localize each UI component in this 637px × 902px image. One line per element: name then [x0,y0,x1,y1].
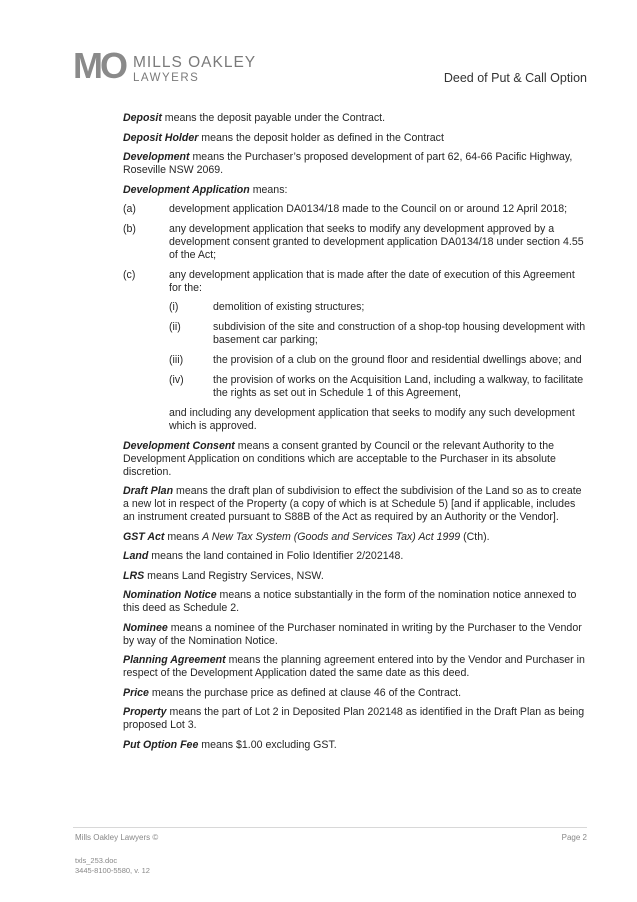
definition-development-application [123,184,588,197]
list-item [123,223,588,262]
term: Price [123,686,149,699]
definition-text: means the draft plan of subdivision to effect the subdivision of the Land so as to create a new lot in respect of the Property (a copy of which is at Schedule 5) [and if applicable, includes an instrument created pursuant to S88B of the Act as required by an Authority or the Vendor]. [123,485,582,523]
definition-text: means [164,530,203,543]
term: Nomination Notice [123,589,217,601]
footer-document-reference [75,856,150,875]
footer-ref-line-2: 3445-8100-5580, v. 12 [75,865,150,875]
list-item [123,269,588,400]
term: Deposit Holder [123,131,199,144]
definitions-body [123,112,588,758]
sub-list-item [169,354,588,367]
term: Development Application [123,183,250,196]
term: Deposit [123,112,162,124]
term: LRS [123,569,145,582]
term: Development Consent [123,439,235,452]
term: Put Option Fee [123,738,199,751]
definition-development-consent [123,440,588,479]
definition-text: means the planning agreement entered into by the Vendor and Purchaser in respect of the Development Application dated the same date as this deed. [123,654,585,679]
definition-text: means the land contained in Folio Identifier 2/202148. [148,550,404,562]
item-label: (a) [123,203,136,215]
logo-mark: MO [73,45,125,86]
definition-lrs [123,570,588,583]
logo-firm-name: MILLS OAKLEY [133,54,257,71]
definition-tail: and including any development application that seeks to modify any such development which is approved. [169,407,575,432]
sub-list-item [169,301,588,314]
term: Draft Plan [123,485,174,497]
definition-nomination-notice [123,589,588,615]
subitem-text: demolition of existing structures; [213,301,365,313]
term: GST Act [123,530,165,543]
item-text: any development application that seeks to modify any development approved by a development consent granted to development application DA0134/18 under section 4.55 of the Act; [169,223,584,261]
footer-copyright: Mills Oakley Lawyers © [75,833,159,842]
item-text: development application DA0134/18 made to the Council on or around 12 April 2018; [169,203,568,215]
definition-text: means Land Registry Services, NSW. [144,569,324,582]
subitem-label: (iii) [169,354,184,366]
subitem-text: subdivision of the site and construction of a shop-top housing development with basement car parking; [213,321,586,346]
definition-nominee [123,622,588,648]
footer-divider [73,827,587,828]
definition-text: means the deposit payable under the Contract. [161,112,386,124]
subitem-label: (ii) [169,321,181,333]
act-title: A New Tax System (Goods and Services Tax) Act 1999 [202,530,461,543]
footer-ref-line-1: txls_253.doc [75,856,118,865]
definition-planning-agreement [123,654,588,680]
definition-text: (Cth). [460,530,490,543]
subitem-text: the provision of works on the Acquisition Land, including a walkway, to facilitate the rights as set out in Schedule 1 of this Agreement, [213,374,584,399]
logo-firm-sub: LAWYERS [133,72,200,84]
definition-text: means: [249,183,288,196]
definition-text: means a nominee of the Purchaser nominated in writing by the Purchaser to the Vendor by way of the Nomination Notice. [123,621,582,647]
item-label: (c) [123,269,136,281]
subitem-text: the provision of a club on the ground floor and residential dwellings above; and [213,354,582,366]
term: Property [123,706,167,718]
definition-land [123,550,588,563]
sub-list-item [169,374,588,400]
definition-text: means the purchase price as defined at clause 46 of the Contract. [148,686,462,699]
definition-text: means the part of Lot 2 in Deposited Plan 202148 as identified in the Draft Plan as being proposed Lot 3. [123,706,585,731]
list-item [123,203,588,216]
definition-text: means the deposit holder as defined in the Contract [198,131,444,144]
subitem-label: (i) [169,301,179,313]
term: Land [123,550,149,562]
definition-property [123,706,588,732]
definition-development [123,151,588,177]
definition-put-option-fee [123,739,588,752]
sub-list-item [169,321,588,347]
item-text: any development application that is made after the date of execution of this Agreement for the: [169,269,575,294]
page-number: Page 2 [561,833,587,842]
definition-text: means the Purchaser’s proposed development of part 62, 64-66 Pacific Highway, Roseville NSW 2069. [123,151,573,176]
term: Nominee [123,621,168,634]
definition-draft-plan [123,485,588,524]
term: Planning Agreement [123,654,226,666]
subitem-label: (iv) [169,374,184,386]
term: Development [123,151,190,163]
definition-text: means a notice substantially in the form of the nomination notice annexed to this deed as Schedule 2. [123,589,577,614]
definition-text: means a consent granted by Council or the relevant Authority to the Development Application on conditions which are acceptable to the Purchaser in its absolute discretion. [123,439,556,478]
document-title: Deed of Put & Call Option [443,71,587,85]
definition-price [123,687,588,700]
item-label: (b) [123,223,136,235]
definition-gst-act [123,531,588,544]
definition-deposit [123,112,588,125]
definition-text: means $1.00 excluding GST. [198,738,337,751]
definition-deposit-holder [123,132,588,145]
